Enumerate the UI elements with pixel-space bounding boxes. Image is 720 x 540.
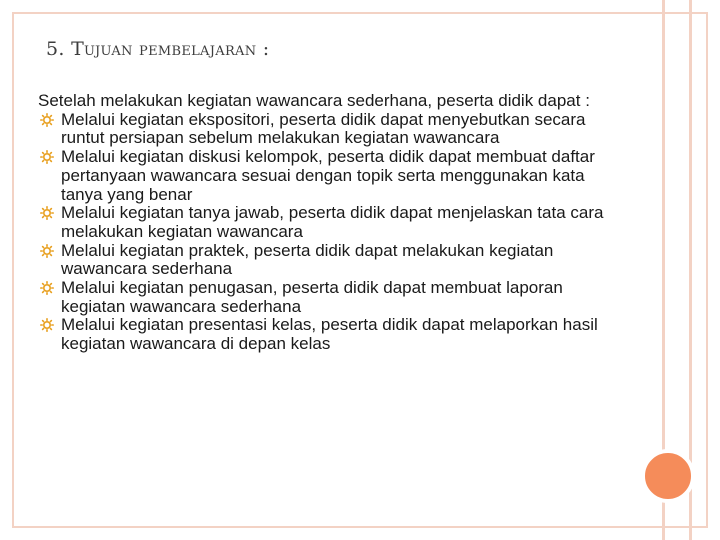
objective-text: Melalui kegiatan presentasi kelas, peserta didik dapat melaporkan hasil kegiatan wawancara di depan kelas (61, 315, 598, 354)
intro-text: Setelah melakukan kegiatan wawancara sederhana, peserta didik dapat : (38, 91, 590, 110)
list-item (38, 204, 623, 241)
decorative-circle (641, 449, 695, 503)
objective-text: Melalui kegiatan ekspositori, peserta didik dapat menyebutkan secara runtut persiapan sebelum melakukan kegiatan wawancara (61, 109, 586, 148)
list-item (38, 111, 623, 148)
slide-content (38, 92, 623, 354)
sun-bullet-icon (40, 150, 54, 164)
objectives-list (38, 111, 623, 354)
sun-bullet-icon (40, 281, 54, 295)
list-item (38, 242, 623, 279)
list-item (38, 316, 623, 353)
slide-title (46, 38, 269, 60)
sun-bullet-icon (40, 113, 54, 127)
list-item (38, 279, 623, 316)
objective-text: Melalui kegiatan penugasan, peserta didik dapat membuat laporan kegiatan wawancara sederhana (61, 278, 563, 316)
title-text: Tujuan pembelajaran : (71, 38, 270, 60)
sun-bullet-icon (40, 244, 54, 258)
title-number: 5. (46, 38, 65, 60)
objective-text: Melalui kegiatan praktek, peserta didik dapat melakukan kegiatan wawancara sederhana (61, 240, 554, 279)
objective-text: Melalui kegiatan tanya jawab, peserta didik dapat menjelaskan tata cara melakukan kegiatan wawancara (61, 203, 604, 241)
sun-bullet-icon (40, 318, 54, 332)
list-item (38, 148, 623, 204)
sun-bullet-icon (40, 206, 54, 220)
objective-text: Melalui kegiatan diskusi kelompok, peserta didik dapat membuat daftar pertanyaan wawancara sesuai dengan topik serta menggunakan kata tanya yang benar (61, 147, 595, 204)
